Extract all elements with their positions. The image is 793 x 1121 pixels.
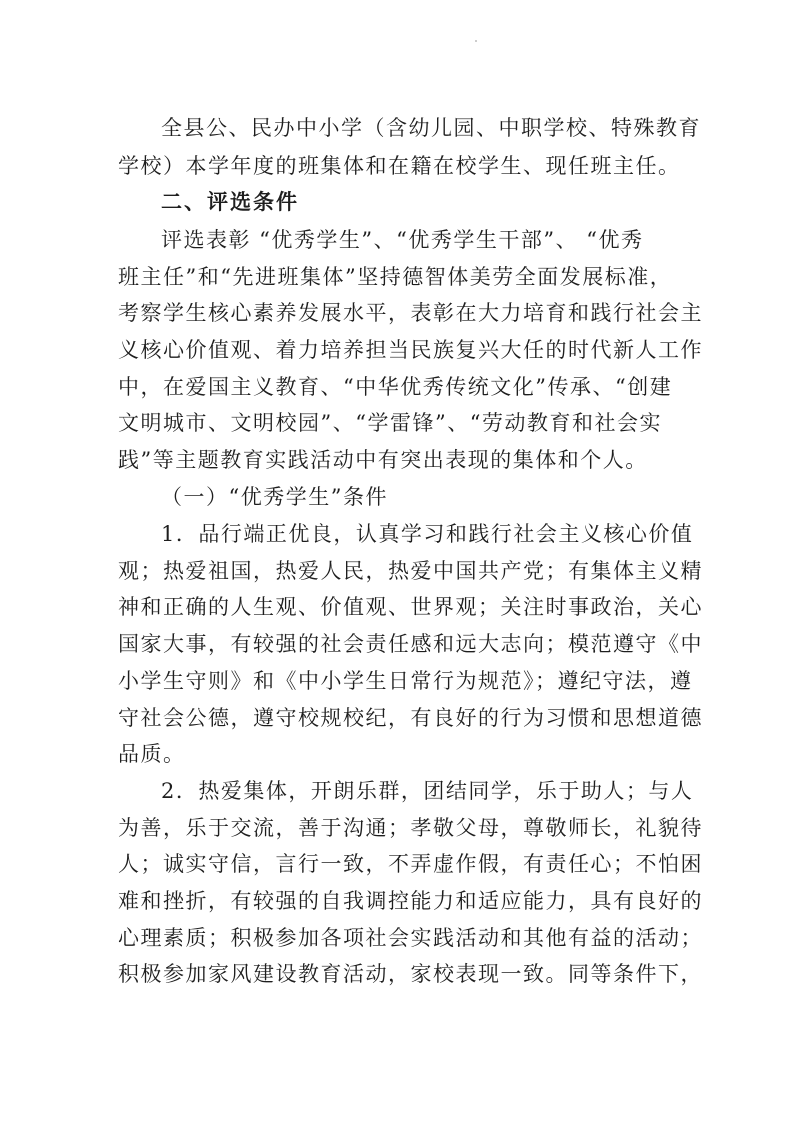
paragraph-line: 全县公、民办中小学（含幼儿园、中职学校、特殊教育 <box>161 116 701 140</box>
paragraph-line: 品质。 <box>118 742 186 766</box>
paragraph-line: 神和正确的人生观、价值观、世界观；关注时事政治，关心 <box>118 595 703 619</box>
paragraph-line: 2．热爱集体，开朗乐群，团结同学，乐于助人；与人 <box>161 779 694 803</box>
paragraph-line: 义核心价值观、着力培养担当民族复兴大任的时代新人工作 <box>118 338 703 362</box>
paragraph-line: 考察学生核心素养发展水平，表彰在大力培育和践行社会主 <box>118 301 703 325</box>
paragraph-line: 国家大事，有较强的社会责任感和远大志向；模范遵守《中 <box>118 632 703 656</box>
paragraph-line: 为善，乐于交流，善于沟通；孝敬父母，尊敬师长，礼貌待 <box>118 816 703 840</box>
paragraph-line: 中，在爱国主义教育、“中华优秀传统文化”传承、“创建 <box>118 375 673 399</box>
paragraph-line: 文明城市、文明校园”、“学雷锋”、“劳动教育和社会实 <box>118 411 662 435</box>
section-heading: 二、评选条件 <box>161 190 299 214</box>
paragraph-line: 评选表彰 “优秀学生”、“优秀学生干部”、 “优秀 <box>161 228 644 252</box>
paragraph-line: 积极参加家风建设教育活动，家校表现一致。同等条件下， <box>118 962 703 986</box>
scan-speck <box>475 40 477 42</box>
paragraph-line: 1．品行端正优良，认真学习和践行社会主义核心价值 <box>161 522 694 546</box>
paragraph-line: 学校）本学年度的班集体和在籍在校学生、现任班主任。 <box>118 154 681 178</box>
paragraph-line: 难和挫折，有较强的自我调控能力和适应能力，具有良好的 <box>118 889 703 913</box>
paragraph-line: 小学生守则》和《中小学生日常行为规范》；遵纪守法，遵 <box>118 669 693 693</box>
sub-heading: （一）“优秀学生”条件 <box>161 485 388 509</box>
paragraph-line: 观；热爱祖国，热爱人民，热爱中国共产党；有集体主义精 <box>118 559 703 583</box>
paragraph-line: 践”等主题教育实践活动中有突出表现的集体和个人。 <box>118 448 648 472</box>
paragraph-line: 班主任”和“先进班集体”坚持德智体美劳全面发展标准， <box>118 265 673 289</box>
paragraph-line: 人；诚实守信，言行一致，不弄虚作假，有责任心；不怕困 <box>118 852 703 876</box>
paragraph-line: 守社会公德，遵守校规校纪，有良好的行为习惯和思想道德 <box>118 706 703 730</box>
paragraph-line: 心理素质；积极参加各项社会实践活动和其他有益的活动； <box>118 926 703 950</box>
